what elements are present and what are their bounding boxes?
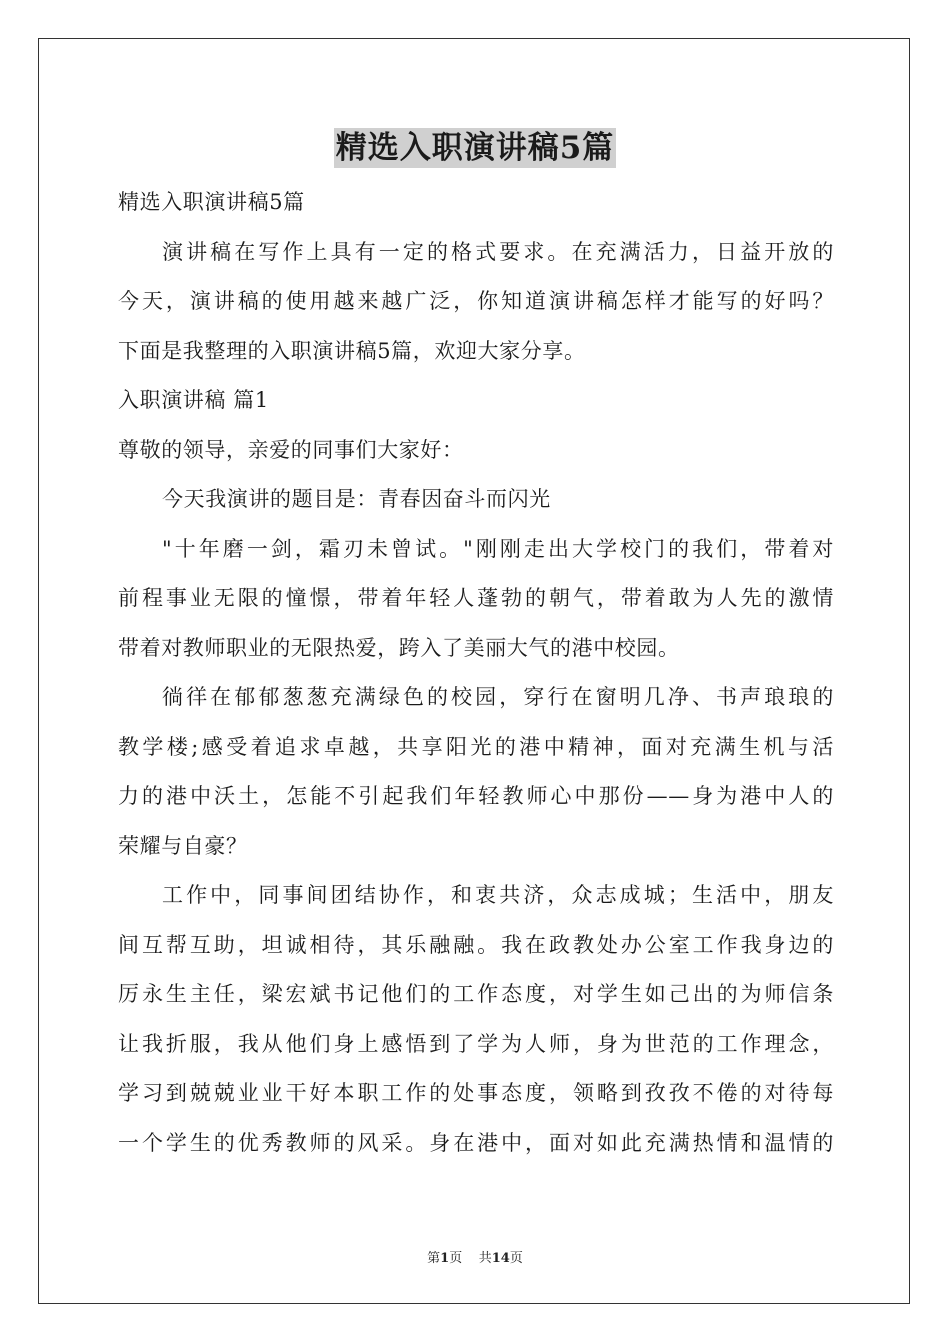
footer-total-prefix: 共 bbox=[478, 1251, 492, 1266]
body-line: 精选入职演讲稿5篇 bbox=[118, 190, 305, 214]
footer-page-suffix: 页 bbox=[449, 1251, 463, 1266]
body-line: 间互帮互助，坦诚相待，其乐融融。我在政教处办公室工作我身边的 bbox=[118, 932, 834, 957]
body-line: 入职演讲稿 篇1 bbox=[118, 388, 269, 412]
body-line: 学习到兢兢业业干好本职工作的处事态度，领略到孜孜不倦的对待每 bbox=[118, 1081, 834, 1105]
document-title: 精选入职演讲稿5篇 bbox=[335, 130, 615, 166]
body-line: 一个学生的优秀教师的风采。身在港中，面对如此充满热情和温情的 bbox=[118, 1130, 834, 1155]
body-line: 让我折服，我从他们身上感悟到了学为人师，身为世范的工作理念， bbox=[118, 1031, 834, 1056]
body-line: 教学楼;感受着追求卓越，共享阳光的港中精神，面对充满生机与活 bbox=[118, 734, 834, 759]
body-line: 徜徉在郁郁葱葱充满绿色的校园，穿行在窗明几净、书声琅琅的 bbox=[162, 685, 834, 709]
document-body bbox=[118, 178, 834, 1168]
footer-total-suffix: 页 bbox=[509, 1251, 523, 1266]
body-line: 厉永生主任，梁宏斌书记他们的工作态度，对学生如己出的为师信条 bbox=[118, 982, 834, 1006]
body-line: 带着对教师职业的无限热爱，跨入了美丽大气的港中校园。 bbox=[118, 635, 680, 660]
body-line: 下面是我整理的入职演讲稿5篇，欢迎大家分享。 bbox=[118, 338, 586, 363]
body-line: 今天我演讲的题目是：青春因奋斗而闪光 bbox=[162, 487, 551, 511]
body-line: 力的港中沃土，怎能不引起我们年轻教师心中那份——身为港中人的 bbox=[118, 784, 834, 808]
body-line: 今天，演讲稿的使用越来越广泛，你知道演讲稿怎样才能写的好吗？ bbox=[118, 289, 834, 313]
footer-page-prefix: 第 bbox=[427, 1251, 441, 1266]
title-container bbox=[0, 128, 950, 168]
body-line: 演讲稿在写作上具有一定的格式要求。在充满活力，日益开放的 bbox=[162, 239, 834, 264]
page-footer bbox=[0, 1247, 950, 1266]
body-line: 工作中，同事间团结协作，和衷共济，众志成城；生活中，朋友 bbox=[162, 883, 834, 907]
body-line: 荣耀与自豪？ bbox=[118, 833, 248, 858]
footer-page-number: 1 bbox=[440, 1251, 450, 1266]
body-line: 尊敬的领导，亲爱的同事们大家好： bbox=[118, 437, 464, 462]
footer-total-number: 14 bbox=[491, 1251, 510, 1266]
body-line: 前程事业无限的憧憬，带着年轻人蓬勃的朝气，带着敢为人先的激情 bbox=[118, 586, 834, 610]
body-line: "十年磨一剑，霜刃未曾试。"刚刚走出大学校门的我们，带着对 bbox=[162, 536, 834, 561]
